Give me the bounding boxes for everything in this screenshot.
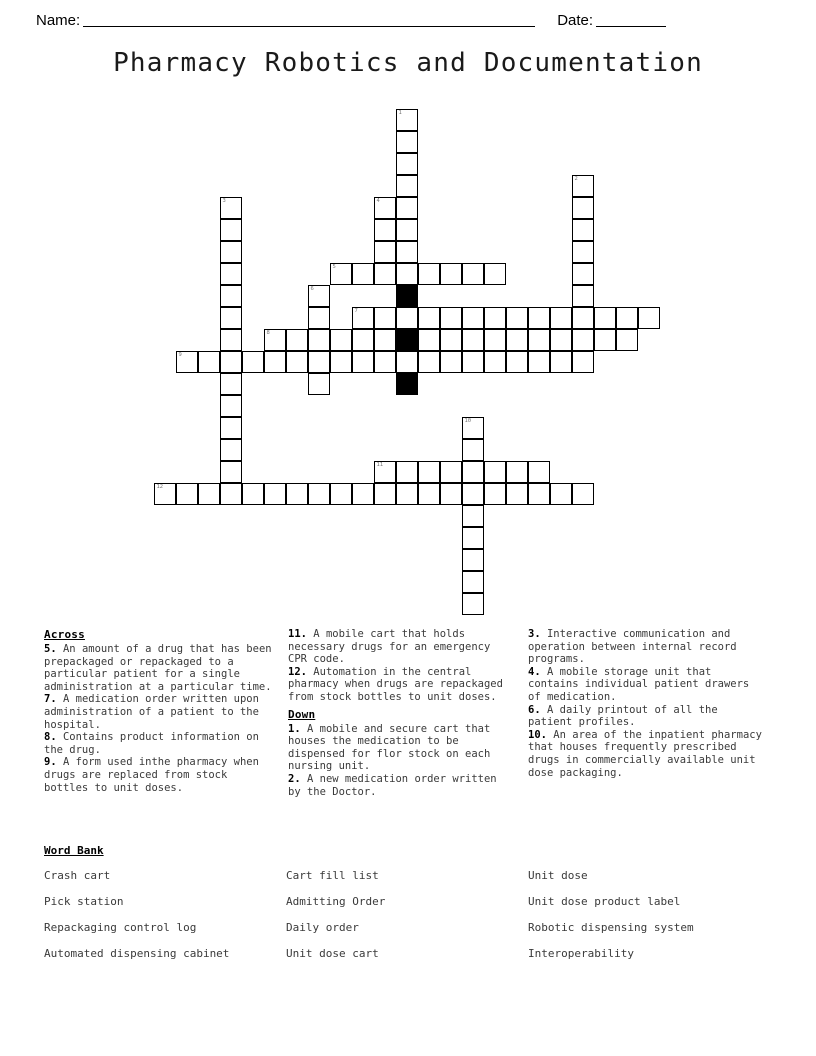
grid-cell[interactable] <box>330 351 352 373</box>
down-heading: Down <box>288 707 316 721</box>
grid-cell[interactable] <box>308 483 330 505</box>
grid-cell[interactable] <box>374 219 396 241</box>
clue-num: 1. <box>288 722 301 735</box>
grid-cell[interactable] <box>418 307 440 329</box>
grid-cell-number: 10 <box>464 418 472 424</box>
grid-cell[interactable] <box>396 461 418 483</box>
grid-cell[interactable] <box>528 351 550 373</box>
grid-cell[interactable] <box>638 307 660 329</box>
clue-across-8 <box>44 731 274 756</box>
word-bank-grid <box>44 869 784 960</box>
grid-cell[interactable] <box>572 219 594 241</box>
grid-cell[interactable] <box>440 329 462 351</box>
grid-cell[interactable] <box>572 175 594 197</box>
grid-cell[interactable] <box>220 219 242 241</box>
grid-cell[interactable] <box>572 483 594 505</box>
clue-column-2 <box>288 628 528 798</box>
clues-section <box>44 628 776 798</box>
grid-cell[interactable] <box>396 219 418 241</box>
grid-cell-number: 1 <box>398 110 402 116</box>
grid-cell-number: 7 <box>354 308 358 314</box>
clue-num: 3. <box>528 628 541 640</box>
grid-cell[interactable] <box>242 483 264 505</box>
grid-cell[interactable] <box>396 175 418 197</box>
grid-cell[interactable] <box>550 329 572 351</box>
grid-cell[interactable] <box>374 329 396 351</box>
clue-num: 10. <box>528 728 547 741</box>
grid-cell[interactable] <box>440 351 462 373</box>
word-bank-item: Daily order <box>286 921 359 934</box>
word-bank-section <box>44 844 784 960</box>
name-label: Name: <box>36 11 81 29</box>
grid-cell[interactable] <box>396 263 418 285</box>
grid-cell[interactable] <box>528 329 550 351</box>
grid-cell[interactable] <box>550 351 572 373</box>
clue-column-3 <box>528 628 776 798</box>
grid-cell[interactable] <box>220 197 242 219</box>
grid-cell[interactable] <box>484 263 506 285</box>
word-bank-item: Automated dispensing cabinet <box>44 947 230 960</box>
word-bank-item: Admitting Order <box>286 895 386 908</box>
clue-num: 8. <box>44 731 57 744</box>
across-heading: Across <box>44 628 85 641</box>
grid-cell[interactable] <box>264 351 286 373</box>
grid-cell-number: 3 <box>222 198 226 204</box>
grid-cell[interactable] <box>220 461 242 483</box>
clue-num: 9. <box>44 756 57 769</box>
clue-text: A new medication order written by the Doctor. <box>288 772 497 798</box>
grid-cell[interactable] <box>374 307 396 329</box>
clue-down-2 <box>288 773 514 798</box>
clue-down-4 <box>528 666 762 704</box>
clue-text: A mobile cart that holds necessary drugs for an emergency CPR code. <box>288 628 491 666</box>
grid-cell[interactable] <box>550 307 572 329</box>
grid-cell[interactable] <box>616 329 638 351</box>
grid-cell[interactable] <box>352 307 374 329</box>
grid-cell[interactable] <box>528 307 550 329</box>
grid-cell[interactable] <box>550 483 572 505</box>
grid-cell[interactable] <box>374 483 396 505</box>
grid-cell[interactable] <box>462 461 484 483</box>
grid-cell[interactable] <box>572 241 594 263</box>
grid-cell[interactable] <box>440 461 462 483</box>
grid-cell[interactable] <box>418 329 440 351</box>
word-bank-item: Repackaging control log <box>44 921 197 934</box>
grid-cell[interactable] <box>308 307 330 329</box>
clue-column-1 <box>44 628 288 798</box>
grid-cell[interactable] <box>484 461 506 483</box>
word-bank-item: Cart fill list <box>286 869 379 882</box>
grid-cell[interactable] <box>220 329 242 351</box>
grid-cell[interactable] <box>462 417 484 439</box>
grid-cell[interactable] <box>572 329 594 351</box>
grid-cell[interactable] <box>308 329 330 351</box>
grid-cell[interactable] <box>352 351 374 373</box>
grid-cell-number: 9 <box>178 352 182 358</box>
grid-cell[interactable] <box>484 307 506 329</box>
grid-cell[interactable] <box>594 329 616 351</box>
clue-down-10 <box>528 729 762 779</box>
grid-cell[interactable] <box>462 307 484 329</box>
grid-cell[interactable] <box>418 461 440 483</box>
grid-cell[interactable] <box>286 351 308 373</box>
grid-cell[interactable] <box>396 307 418 329</box>
clue-across-9 <box>44 756 274 794</box>
grid-cell[interactable] <box>484 329 506 351</box>
clue-across-12 <box>288 666 514 704</box>
grid-cell[interactable] <box>462 351 484 373</box>
grid-cell[interactable] <box>462 263 484 285</box>
clue-num: 12. <box>288 665 307 678</box>
grid-cell[interactable] <box>242 351 264 373</box>
grid-cell[interactable] <box>220 395 242 417</box>
grid-cell[interactable] <box>220 483 242 505</box>
grid-block-cell <box>396 373 418 395</box>
grid-cell[interactable] <box>352 483 374 505</box>
grid-cell[interactable] <box>440 307 462 329</box>
clue-across-11 <box>288 628 514 666</box>
page-title: Pharmacy Robotics and Documentation <box>113 48 703 78</box>
grid-cell[interactable] <box>264 329 286 351</box>
grid-cell[interactable] <box>572 263 594 285</box>
grid-cell[interactable] <box>308 373 330 395</box>
grid-cell[interactable] <box>418 351 440 373</box>
clue-across-5 <box>44 643 274 693</box>
grid-cell[interactable] <box>374 241 396 263</box>
word-bank-item: Pick station <box>44 895 124 908</box>
grid-cell[interactable] <box>572 351 594 373</box>
grid-block-cell <box>396 329 418 351</box>
grid-cell[interactable] <box>176 483 198 505</box>
grid-cell[interactable] <box>198 483 220 505</box>
grid-cell[interactable] <box>396 153 418 175</box>
word-bank-item: Unit dose product label <box>528 895 681 908</box>
grid-cell[interactable] <box>220 373 242 395</box>
grid-cell[interactable] <box>462 505 484 527</box>
grid-cell-number: 2 <box>574 176 578 182</box>
grid-cell[interactable] <box>330 483 352 505</box>
grid-cell[interactable] <box>506 351 528 373</box>
grid-cell-number: 11 <box>376 462 384 468</box>
grid-cell[interactable] <box>352 329 374 351</box>
clue-text: Automation in the central pharmacy when drugs are repackaged from stock bottles to unit doses. <box>288 665 503 703</box>
word-bank-item: Interoperability <box>528 947 634 960</box>
clue-down-6 <box>528 704 762 729</box>
clue-num: 2. <box>288 772 301 785</box>
grid-cell[interactable] <box>462 593 484 615</box>
grid-cell[interactable] <box>154 483 176 505</box>
clue-text: A form used inthe pharmacy when drugs are replaced from stock bottles to unit doses. <box>44 756 259 794</box>
grid-cell[interactable] <box>330 263 352 285</box>
grid-cell[interactable] <box>440 483 462 505</box>
word-bank-item: Unit dose <box>528 869 588 882</box>
grid-cell[interactable] <box>462 483 484 505</box>
clue-num: 4. <box>528 665 541 678</box>
clue-text: A mobile storage unit that contains individual patient drawers of medication. <box>528 665 750 703</box>
clue-num: 11. <box>288 628 307 640</box>
date-label: Date: <box>557 11 594 29</box>
grid-cell[interactable] <box>616 307 638 329</box>
clue-down-3 <box>528 628 762 666</box>
grid-cell[interactable] <box>462 571 484 593</box>
word-bank-heading: Word Bank <box>44 844 104 857</box>
word-bank-item: Crash cart <box>44 869 111 882</box>
grid-cell-number: 5 <box>332 264 336 270</box>
grid-cell[interactable] <box>528 483 550 505</box>
word-bank-item: Unit dose cart <box>286 947 379 960</box>
grid-cell-number: 4 <box>376 198 380 204</box>
grid-cell-number: 8 <box>266 330 270 336</box>
clue-num: 7. <box>44 693 57 706</box>
grid-cell[interactable] <box>286 329 308 351</box>
grid-cell[interactable] <box>396 241 418 263</box>
grid-cell[interactable] <box>462 527 484 549</box>
grid-cell[interactable] <box>220 241 242 263</box>
clue-text: An amount of a drug that has been prepackaged or repackaged to a particular patient for a single administration at a particular time. <box>44 643 272 693</box>
grid-cell[interactable] <box>506 307 528 329</box>
grid-cell[interactable] <box>374 263 396 285</box>
grid-cell[interactable] <box>462 329 484 351</box>
clue-text: A medication order written upon administration of a patient to the hospital. <box>44 693 259 731</box>
grid-cell[interactable] <box>374 351 396 373</box>
grid-cell[interactable] <box>198 351 220 373</box>
grid-cell[interactable] <box>308 351 330 373</box>
grid-cell[interactable] <box>374 461 396 483</box>
clue-across-7 <box>44 693 274 731</box>
word-bank-item: Robotic dispensing system <box>528 921 694 934</box>
grid-cell[interactable] <box>396 351 418 373</box>
grid-cell[interactable] <box>396 109 418 131</box>
grid-cell[interactable] <box>506 329 528 351</box>
clue-down-1 <box>288 723 514 773</box>
grid-cell[interactable] <box>572 285 594 307</box>
grid-cell[interactable] <box>572 197 594 219</box>
grid-cell[interactable] <box>264 483 286 505</box>
grid-cell[interactable] <box>418 483 440 505</box>
grid-cell[interactable] <box>220 285 242 307</box>
clue-text: Interactive communication and operation between internal record programs. <box>528 628 737 666</box>
grid-cell[interactable] <box>374 197 396 219</box>
clue-text: Contains product information on the drug. <box>44 731 259 756</box>
grid-cell[interactable] <box>506 461 528 483</box>
clue-num: 6. <box>528 703 541 716</box>
grid-cell[interactable] <box>528 461 550 483</box>
grid-cell[interactable] <box>418 263 440 285</box>
grid-cell[interactable] <box>308 285 330 307</box>
clue-num: 5. <box>44 643 57 655</box>
grid-cell-number: 12 <box>156 484 164 490</box>
grid-cell[interactable] <box>352 263 374 285</box>
clue-text: A daily printout of all the patient profiles. <box>528 703 718 729</box>
grid-cell[interactable] <box>286 483 308 505</box>
grid-cell[interactable] <box>220 263 242 285</box>
grid-cell[interactable] <box>396 131 418 153</box>
grid-cell[interactable] <box>220 307 242 329</box>
grid-cell[interactable] <box>572 307 594 329</box>
clue-text: An area of the inpatient pharmacy that houses frequently prescribed drugs in commercially available unit dose packaging. <box>528 728 762 779</box>
grid-cell[interactable] <box>484 351 506 373</box>
grid-cell-number: 6 <box>310 286 314 292</box>
grid-cell[interactable] <box>440 263 462 285</box>
grid-cell[interactable] <box>176 351 198 373</box>
grid-cell[interactable] <box>506 483 528 505</box>
grid-block-cell <box>396 285 418 307</box>
grid-cell[interactable] <box>462 439 484 461</box>
grid-cell[interactable] <box>462 549 484 571</box>
grid-cell[interactable] <box>484 483 506 505</box>
grid-cell[interactable] <box>220 417 242 439</box>
grid-cell[interactable] <box>330 329 352 351</box>
grid-cell[interactable] <box>396 483 418 505</box>
grid-cell[interactable] <box>220 351 242 373</box>
grid-cell[interactable] <box>220 439 242 461</box>
grid-cell[interactable] <box>396 197 418 219</box>
clue-text: A mobile and secure cart that houses the medication to be dispensed for flor stock on each nursing unit. <box>288 722 491 773</box>
grid-cell[interactable] <box>594 307 616 329</box>
